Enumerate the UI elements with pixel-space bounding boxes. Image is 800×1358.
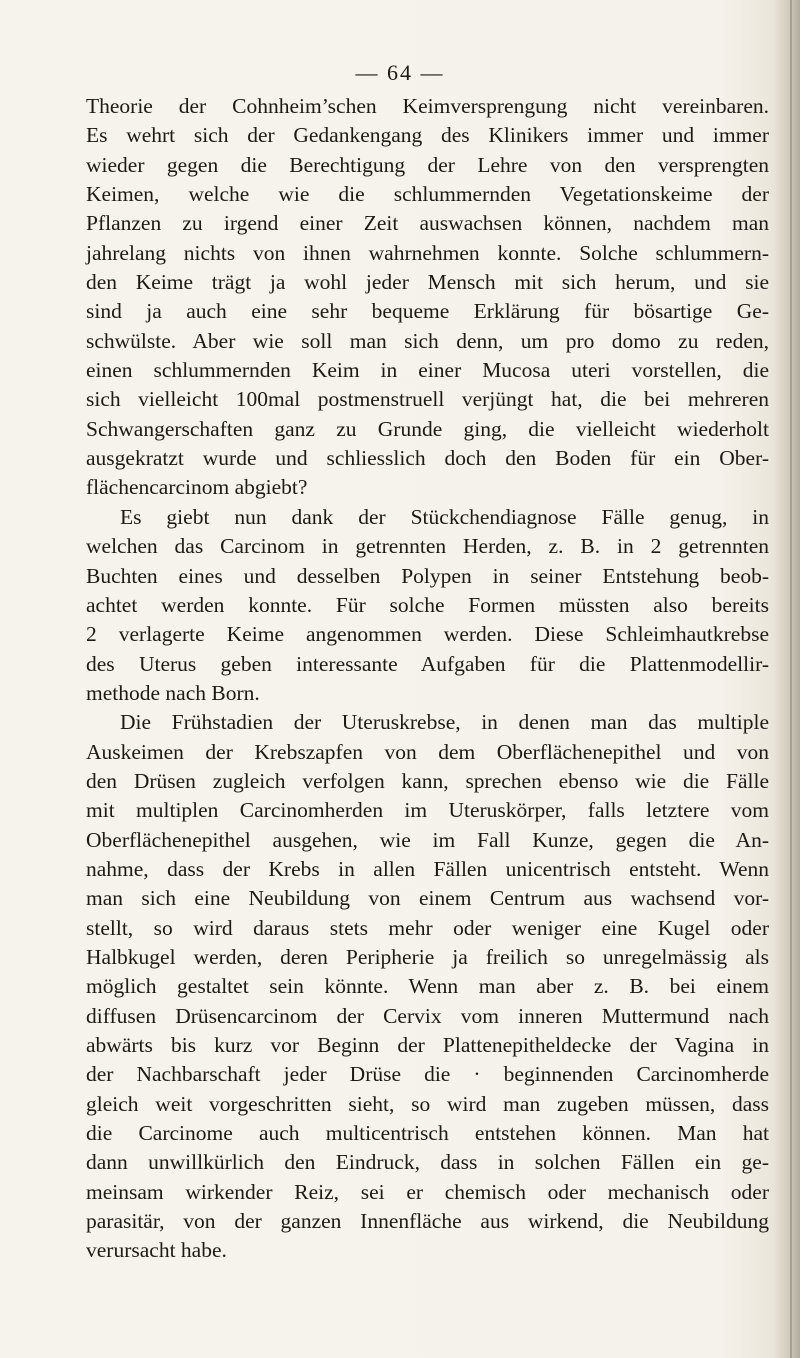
text-line: meinsam wirkender Reiz, sei er chemisch oder mechanisch oder: [86, 1179, 769, 1204]
text-line: Es wehrt sich der Gedankengang des Klinikers immer und immer: [86, 123, 769, 148]
text-line: 2 verlagerte Keime angenommen werden. Diese Schleimhautkrebse: [86, 622, 769, 647]
text-line: nahme, dass der Krebs in allen Fällen unicentrisch entsteht. Wenn: [86, 856, 769, 881]
text-line: sich vielleicht 100mal postmenstruell verjüngt hat, die bei mehreren: [86, 387, 769, 412]
text-line: Oberflächenepithel ausgehen, wie im Fall Kunze, gegen die An-: [86, 827, 769, 852]
paragraph-start-line: Die Frühstadien der Uteruskrebse, in denen man das multiple: [120, 710, 769, 735]
text-line: wieder gegen die Berechtigung der Lehre von den versprengten: [86, 152, 769, 177]
paragraph-end-line: flächencarcinom abgiebt?: [86, 475, 308, 500]
page-number: — 64 —: [355, 60, 445, 85]
text-line: Buchten eines und desselben Polypen in seiner Entstehung beob-: [86, 563, 769, 588]
text-line: ausgekratzt wurde und schliesslich doch den Boden für ein Ober-: [86, 446, 769, 471]
text-line: welchen das Carcinom in getrennten Herden, z. B. in 2 getrennten: [86, 534, 769, 559]
text-line: der Nachbarschaft jeder Drüse die · beginnenden Carcinomherde: [86, 1062, 769, 1087]
paragraph-end-line: verursacht habe.: [86, 1238, 227, 1263]
text-line: den Keime trägt ja wohl jeder Mensch mit sich herum, und sie: [86, 270, 769, 295]
body-text: [86, 92, 769, 1266]
text-line: mit multiplen Carcinomherden im Uteruskörper, falls letztere vom: [86, 798, 769, 823]
page-edge-shadow: [774, 0, 800, 1358]
text-line: dann unwillkürlich den Eindruck, dass in solchen Fällen ein ge-: [86, 1150, 769, 1175]
text-line: schwülste. Aber wie soll man sich denn, um pro domo zu reden,: [86, 328, 769, 353]
text-line: Theorie der Cohnheim’schen Keimversprengung nicht vereinbaren.: [86, 94, 769, 118]
text-line: einen schlummernden Keim in einer Mucosa uteri vorstellen, die: [86, 358, 769, 383]
text-line: den Drüsen zugleich verfolgen kann, sprechen ebenso wie die Fälle: [86, 768, 769, 793]
text-line: möglich gestaltet sein könnte. Wenn man aber z. B. bei einem: [86, 974, 769, 999]
text-line: diffusen Drüsencarcinom der Cervix vom inneren Muttermund nach: [86, 1003, 769, 1028]
text-line: die Carcinome auch multicentrisch entstehen können. Man hat: [86, 1121, 769, 1146]
text-line: jahrelang nichts von ihnen wahrnehmen konnte. Solche schlummern-: [86, 240, 769, 265]
text-line: sind ja auch eine sehr bequeme Erklärung für bösartige Ge-: [86, 299, 769, 324]
text-line: gleich weit vorgeschritten sieht, so wird man zugeben müssen, dass: [86, 1091, 769, 1116]
text-line: achtet werden konnte. Für solche Formen müssten also bereits: [86, 592, 769, 617]
text-line: Pflanzen zu irgend einer Zeit auswachsen können, nachdem man: [86, 211, 769, 236]
page-binding-edge: [790, 0, 792, 1358]
text-line: Auskeimen der Krebszapfen von dem Oberflächenepithel und von: [86, 739, 769, 764]
text-line: man sich eine Neubildung von einem Centrum aus wachsend vor-: [86, 886, 769, 911]
paragraph-end-line: methode nach Born.: [86, 680, 260, 705]
text-line: Keimen, welche wie die schlummernden Vegetationskeime der: [86, 182, 769, 207]
text-line: abwärts bis kurz vor Beginn der Plattenepitheldecke der Vagina in: [86, 1033, 769, 1057]
text-line: des Uterus geben interessante Aufgaben für die Plattenmodellir-: [86, 651, 769, 676]
paragraph-start-line: Es giebt nun dank der Stückchendiagnose Fälle genug, in: [120, 504, 769, 529]
text-line: stellt, so wird daraus stets mehr oder weniger eine Kugel oder: [86, 915, 769, 940]
text-line: Schwangerschaften ganz zu Grunde ging, die vielleicht wiederholt: [86, 416, 769, 441]
text-line: parasitär, von der ganzen Innenfläche aus wirkend, die Neubildung: [86, 1209, 769, 1234]
text-line: Halbkugel werden, deren Peripherie ja freilich so unregelmässig als: [86, 944, 769, 969]
